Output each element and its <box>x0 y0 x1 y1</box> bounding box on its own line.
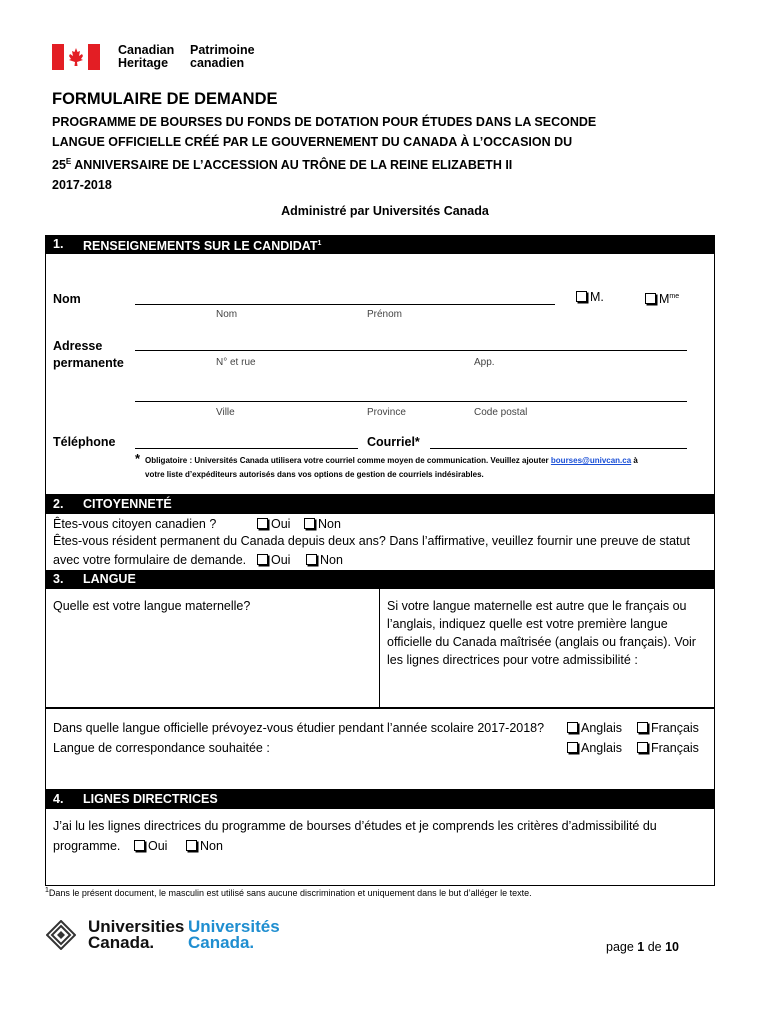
uc-fr-line1: Universités <box>188 917 280 936</box>
citizen-yes-checkbox[interactable] <box>257 518 268 529</box>
section1-number: 1. <box>53 237 64 251</box>
first-lang-line2: l’anglais, indiquez quelle est votre première langue <box>387 617 668 631</box>
uc-en-line2: Canada. <box>88 933 155 952</box>
dept-en-line2: Heritage <box>118 56 169 70</box>
ordinal-suffix: E <box>65 157 72 166</box>
section2-number: 2. <box>53 497 64 511</box>
canada-flag-logo <box>52 44 100 70</box>
page-number <box>606 940 679 954</box>
first-name-caption: Prénom <box>367 309 403 320</box>
name-field[interactable] <box>135 304 555 305</box>
mrs-label: M <box>659 292 670 307</box>
dept-en-line1: Canadian <box>118 43 175 57</box>
apt-caption: App. <box>474 357 495 368</box>
city-field[interactable] <box>135 401 687 402</box>
section2-header <box>45 495 715 513</box>
study-french-label: Français <box>651 721 699 735</box>
guidelines-statement-line2: programme. <box>53 839 121 853</box>
study-language-question: Dans quelle langue officielle prévoyez-vous étudier pendant l’année scolaire 2017-2018? <box>53 721 545 735</box>
resident-question: Êtes-vous résident permanent du Canada depuis deux ans? Dans l’affirmative, veuillez fournir une preuve de statut <box>53 534 690 548</box>
mr-checkbox[interactable] <box>576 291 587 302</box>
section3-header <box>45 570 715 588</box>
program-title <box>52 112 632 195</box>
name-label: Nom <box>53 292 81 306</box>
uc-en-line1: Universities <box>88 917 185 936</box>
resident-yes-label: Oui <box>271 553 291 567</box>
corr-french-checkbox[interactable] <box>637 742 648 753</box>
mrs-checkbox[interactable] <box>645 293 656 304</box>
section3-divider <box>379 588 380 708</box>
phone-label: Téléphone <box>53 435 116 449</box>
section4-number: 4. <box>53 792 64 806</box>
mrs-option[interactable] <box>645 288 679 308</box>
section3-title: LANGUE <box>83 572 136 586</box>
guidelines-no-label: Non <box>200 839 223 853</box>
first-lang-line4: les lignes directrices pour votre admissibilité : <box>387 653 638 667</box>
street-caption: N° et rue <box>216 357 256 368</box>
email-note-line1 <box>145 454 705 468</box>
corr-english-label: Anglais <box>581 741 622 755</box>
study-english-checkbox[interactable] <box>567 722 578 733</box>
address-label-line1: Adresse <box>53 339 103 353</box>
mrs-label-sup: me <box>669 293 680 300</box>
citizen-question: Êtes-vous citoyen canadien ? <box>53 517 217 531</box>
city-caption: Ville <box>216 407 235 418</box>
study-french-checkbox[interactable] <box>637 722 648 733</box>
footnote-text: Dans le présent document, le masculin est utilisé sans aucune discrimination et uniquement dans le but d’alléger le texte. <box>48 888 532 898</box>
section3-number: 3. <box>53 572 64 586</box>
corr-english-option[interactable] <box>567 739 622 757</box>
footnote <box>45 887 532 898</box>
footnote-number: 1 <box>45 887 49 894</box>
email-field[interactable] <box>430 448 687 449</box>
note-asterisk: * <box>135 451 141 466</box>
section1-header <box>45 235 715 253</box>
email-note <box>145 454 705 482</box>
first-official-language-question <box>387 597 709 669</box>
mr-label: M. <box>590 290 604 304</box>
corr-french-option[interactable] <box>637 739 699 757</box>
department-name-fr <box>190 44 255 70</box>
ordinal-number: 25 <box>52 158 66 173</box>
guidelines-yes-checkbox[interactable] <box>134 840 145 851</box>
uc-fr-line2: Canada. <box>188 933 255 952</box>
universities-canada-diamond-icon <box>46 920 76 950</box>
section2-title: CITOYENNETÉ <box>83 497 172 511</box>
resident-yes-option[interactable] <box>257 551 290 569</box>
section4-title: LIGNES DIRECTRICES <box>83 792 218 806</box>
dept-fr-line1: Patrimoine <box>190 43 255 57</box>
last-name-caption: Nom <box>216 309 238 320</box>
resident-no-option[interactable] <box>306 551 343 569</box>
page-current: 1 <box>637 940 645 954</box>
resident-question-line2: avec votre formulaire de demande. <box>53 553 247 567</box>
dept-fr-line2: canadien <box>190 56 245 70</box>
study-english-option[interactable] <box>567 719 622 737</box>
citizen-no-checkbox[interactable] <box>304 518 315 529</box>
page-total: 10 <box>665 940 679 954</box>
phone-field[interactable] <box>135 448 358 449</box>
department-name-en <box>118 44 174 70</box>
page-prefix: page <box>606 940 638 954</box>
guidelines-yes-label: Oui <box>148 839 168 853</box>
universities-canada-logo-en <box>88 919 184 951</box>
program-title-line3 <box>52 152 632 175</box>
section1-title-text: RENSEIGNEMENTS SUR LE CANDIDAT <box>83 239 318 254</box>
study-english-label: Anglais <box>581 721 622 735</box>
email-note-line2: votre liste d’expéditeurs autorisés dans vos options de gestion de courriels indésirables. <box>145 470 484 479</box>
study-french-option[interactable] <box>637 719 699 737</box>
section1-footnote-ref: 1 <box>317 240 322 247</box>
resident-no-checkbox[interactable] <box>306 554 317 565</box>
email-note-text: Obligatoire : Universités Canada utilisera votre courriel comme moyen de communication. Veuillez ajouter <box>145 456 551 465</box>
address-label-line2: permanente <box>53 356 124 370</box>
guidelines-no-option[interactable] <box>186 837 223 855</box>
citizen-no-label: Non <box>318 517 341 531</box>
province-caption: Province <box>367 407 406 418</box>
program-title-line3-text: ANNIVERSAIRE DE L’ACCESSION AU TRÔNE DE LA REINE ELIZABETH II <box>71 158 513 173</box>
address-label <box>53 338 124 372</box>
resident-yes-checkbox[interactable] <box>257 554 268 565</box>
postal-code-caption: Code postal <box>474 407 528 418</box>
univcan-email-link[interactable]: bourses@univcan.ca <box>550 456 632 465</box>
guidelines-statement: J’ai lu les lignes directrices du programme de bourses d’études et je comprends les critères d’admissibilité du <box>53 819 657 833</box>
correspondence-language-question: Langue de correspondance souhaitée : <box>53 741 270 755</box>
citizen-yes-label: Oui <box>271 517 291 531</box>
program-year: 2017-2018 <box>52 178 112 193</box>
program-title-line1: PROGRAMME DE BOURSES DU FONDS DE DOTATION POUR ÉTUDES DANS LA SECONDE <box>52 115 597 129</box>
administered-by: Administré par Universités Canada <box>281 204 489 218</box>
email-label: Courriel* <box>367 435 420 449</box>
email-note-text2: à <box>631 456 638 465</box>
universites-canada-logo-fr <box>188 919 280 951</box>
first-lang-line3: officielle du Canada maîtrisée (anglais ou français). Voir <box>387 635 696 649</box>
section4-header <box>45 790 715 808</box>
page-separator: de <box>644 940 666 954</box>
form-title: FORMULAIRE DE DEMANDE <box>52 90 278 108</box>
corr-english-checkbox[interactable] <box>567 742 578 753</box>
citizen-yes-option[interactable] <box>257 515 290 533</box>
resident-no-label: Non <box>320 553 343 567</box>
mr-option[interactable] <box>576 288 604 306</box>
first-lang-line1: Si votre langue maternelle est autre que le français ou <box>387 599 687 613</box>
corr-french-label: Français <box>651 741 699 755</box>
street-field[interactable] <box>135 350 687 351</box>
citizen-no-option[interactable] <box>304 515 341 533</box>
guidelines-yes-option[interactable] <box>134 837 167 855</box>
mother-tongue-question: Quelle est votre langue maternelle? <box>53 599 251 613</box>
program-title-line2: LANGUE OFFICIELLE CRÉÉ PAR LE GOUVERNEMENT DU CANADA À L’OCCASION DU <box>52 135 573 149</box>
guidelines-no-checkbox[interactable] <box>186 840 197 851</box>
